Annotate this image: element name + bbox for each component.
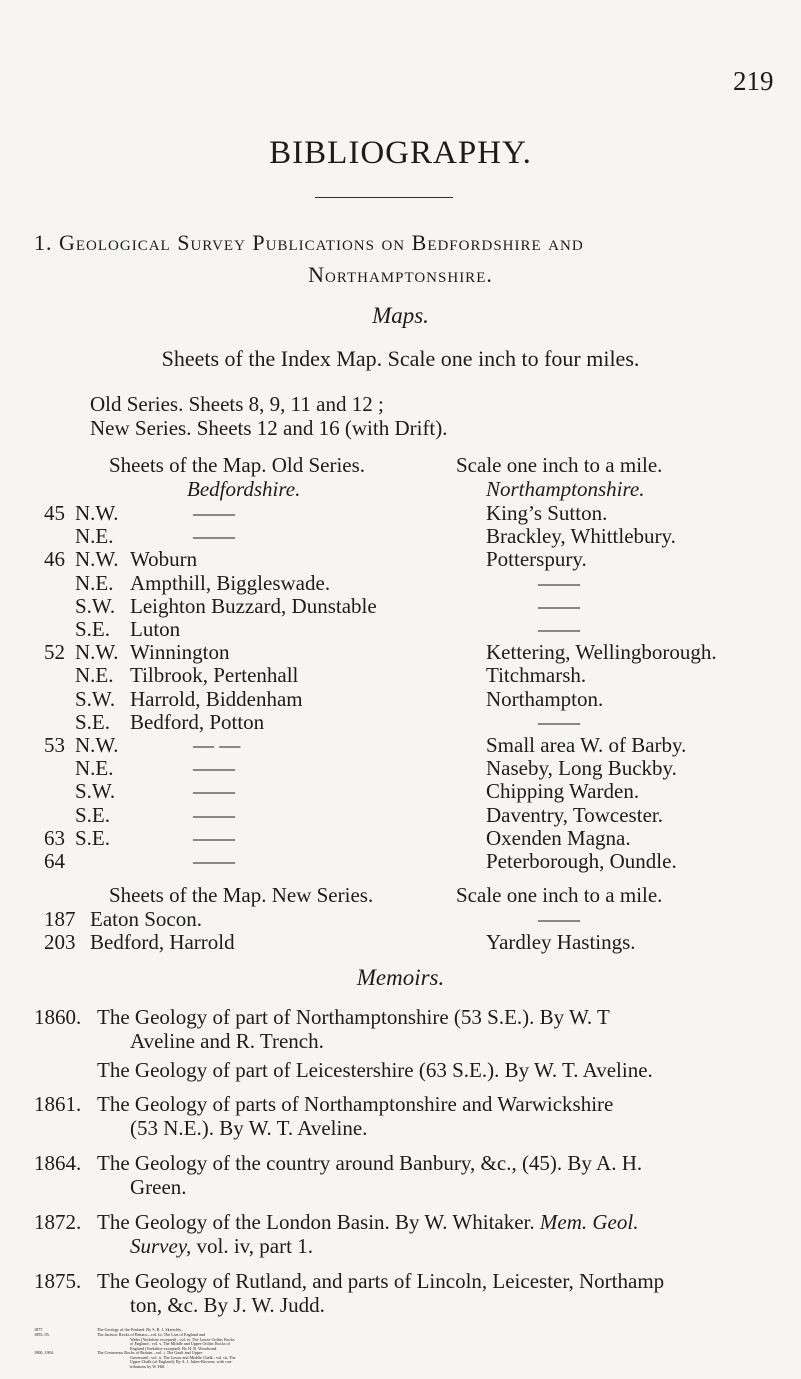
bedfordshire-place: —— [193,524,235,549]
memoir-1872-series: Mem. Geol. [539,1210,639,1234]
memoir-1864-line: The Geology of the country around Banbury, &c., (45). By A. H. [97,1151,643,1175]
bedfordshire-place: Bedford, Potton [130,709,265,734]
bedfordshire-place: Harrold, Biddenham [130,686,303,711]
memoir-1860b-line: The Geology of part of Leicestershire (63 S.E.). By W. T. Aveline. [97,1058,653,1082]
section-heading: 1. Geological Survey Publications on Bedfordshire and [34,230,584,255]
northamptonshire-header: Northamptonshire. [486,477,645,501]
memoir-1893-line: The Jurassic Rocks of Britain—vol. iii, The Lias of England and [97,1332,206,1337]
northamptonshire-place: King’s Sutton. [486,501,608,525]
sheet-number: 63 [44,825,65,850]
memoir-1900-line: Upper Chalk (of England). By A. J. Jukes-Browne, with con- [130,1359,233,1364]
bedfordshire-place: Leighton Buzzard, Dunstable [130,593,377,618]
memoir-1875-line: The Geology of Rutland, and parts of Lincoln, Leicester, Northamp [97,1269,665,1293]
sheet-number: 187 [44,907,76,931]
bedfordshire-place: —— [193,802,235,827]
sheet-quarter: N.E. [75,756,114,781]
page-number: 219 [733,66,774,96]
new-series-index: New Series. Sheets 12 and 16 (with Drift). [90,416,448,440]
northamptonshire-place: Chipping Warden. [486,779,640,804]
northamptonshire-place: —— [538,709,580,734]
memoir-1861-line: The Geology of parts of Northamptonshire and Warwickshire [97,1092,614,1116]
northamptonshire-place: —— [538,570,580,595]
memoir-1861-line: (53 N.E.). By W. T. Aveline. [130,1116,368,1140]
bedfordshire-place: — — [193,733,241,757]
northamptonshire-place: Peterborough, Oundle. [486,849,677,873]
sheet-quarter: N.W. [75,640,119,665]
northamptonshire-place: Brackley, Whittlebury. [486,524,676,549]
northamptonshire-place: Northampton. [486,686,604,711]
northamptonshire-place: —— [538,593,580,618]
sheet-quarter: N.E. [75,524,114,549]
sheet-quarter: S.E. [75,825,111,850]
bedfordshire-header: Bedfordshire. [187,477,301,501]
sheet-number: 64 [44,849,65,873]
memoir-1900-line: The Cretaceous Rocks of Britain—vol. i, The Gault and Upper [97,1350,203,1355]
bedfordshire-place: Winnington [130,640,230,665]
memoir-1872-series-cont: Survey, [130,1234,192,1258]
sheet-quarter: N.E. [75,570,114,595]
memoir-1893-year: 1893–95. [34,1332,50,1337]
memoir-1893-line: of England ; vol. v, The Middle and Upper Oolitic Rocks of [130,1341,231,1346]
new-series-heading-left: Sheets of the Map. New Series. [109,883,374,907]
memoir-1872-volume: vol. iv, part 1. [196,1234,313,1258]
bedfordshire-place: Eaton Socon. [90,907,202,931]
memoir-1877-line: The Geology of the Fenland. By S. B. J. Skertchly. [97,1327,183,1332]
bedfordshire-place: —— [193,756,235,781]
northamptonshire-place: —— [538,907,580,931]
sheet-number: 45 [44,501,65,525]
northamptonshire-place: Small area W. of Barby. [486,733,687,757]
memoir-1860-line: The Geology of part of Northamptonshire (53 S.E.). By W. T [97,1005,610,1029]
sheet-quarter: S.W. [75,686,116,711]
northamptonshire-place: Titchmarsh. [486,663,587,688]
sheet-quarter: S.E. [75,709,111,734]
bedfordshire-place: —— [193,779,235,804]
bedfordshire-place: Woburn [130,547,198,572]
sheet-quarter: N.W. [75,547,119,572]
sheet-quarter: N.E. [75,663,114,688]
title-rule [315,197,453,198]
sheet-number: 203 [44,930,76,954]
memoir-1860-line: Aveline and R. Trench. [130,1029,324,1053]
northamptonshire-place: Potterspury. [486,547,587,572]
bedfordshire-place: Bedford, Harrold [90,930,235,954]
bedfordshire-place: —— [193,849,235,873]
sheet-quarter: S.W. [75,593,116,618]
memoir-1893-line: England (Yorkshire excepted). By H. B. Woodward. [130,1345,218,1351]
memoir-1864-year: 1864. [34,1151,82,1175]
memoir-1900-year: 1900–1904. [34,1350,54,1355]
bedfordshire-place: Luton [130,617,181,641]
bedfordshire-place: —— [193,501,235,525]
memoir-1877-year: 1877. [34,1327,44,1332]
memoir-1875-line: ton, &c. By J. W. Judd. [130,1293,325,1317]
sheet-quarter: S.E. [75,617,111,641]
memoir-1872-year: 1872. [34,1210,82,1234]
bedfordshire-place: Ampthill, Biggleswade. [130,570,331,595]
memoir-1900-line: Greensand ; vol. ii, The Lower and Middle Chalk ; vol. iii, The [130,1354,236,1360]
sheet-quarter: S.W. [75,779,116,804]
memoir-1893-line: Wales (Yorkshire excepted) ; vol. iv, The Lower Oolitic Rocks [130,1336,235,1342]
bedfordshire-place: Tilbrook, Pertenhall [130,663,299,688]
memoir-1872-line [130,1234,313,1258]
old-series-index: Old Series. Sheets 8, 9, 11 and 12 ; [90,392,384,416]
northamptonshire-place: Daventry, Towcester. [486,802,663,827]
bedfordshire-place: —— [193,825,235,850]
northamptonshire-place: Yardley Hastings. [486,930,636,954]
memoir-1900-line: tributions by W. Hill. [130,1363,166,1369]
northamptonshire-place: —— [538,617,580,641]
northamptonshire-place: Kettering, Wellingborough. [486,640,717,665]
memoir-1860-year: 1860. [34,1005,82,1029]
sheet-quarter: S.E. [75,802,111,827]
memoirs-heading: Memoirs. [356,965,445,990]
northamptonshire-place: Oxenden Magna. [486,825,631,850]
index-map-line: Sheets of the Index Map. Scale one inch to four miles. [161,346,640,371]
memoir-1861-year: 1861. [34,1092,82,1116]
sheet-quarter: N.W. [75,733,119,757]
old-series-heading-left: Sheets of the Map. Old Series. [109,453,366,477]
memoir-1872-line [97,1210,638,1234]
northamptonshire-place: Naseby, Long Buckby. [486,756,677,781]
sheet-number: 52 [44,640,65,665]
memoir-1875-year: 1875. [34,1269,82,1293]
sheet-number: 53 [44,733,65,757]
sheet-quarter: N.W. [75,501,119,525]
old-series-heading-right: Scale one inch to a mile. [456,453,663,477]
sheet-number: 46 [44,547,65,572]
section-heading-continued: Northamptonshire. [308,262,493,287]
maps-heading: Maps. [372,303,429,328]
page-title: BIBLIOGRAPHY. [269,135,532,171]
memoir-1872-title: The Geology of the London Basin. By W. Whitaker. [97,1210,535,1234]
new-series-heading-right: Scale one inch to a mile. [456,883,663,907]
memoir-1864-line: Green. [130,1175,187,1199]
